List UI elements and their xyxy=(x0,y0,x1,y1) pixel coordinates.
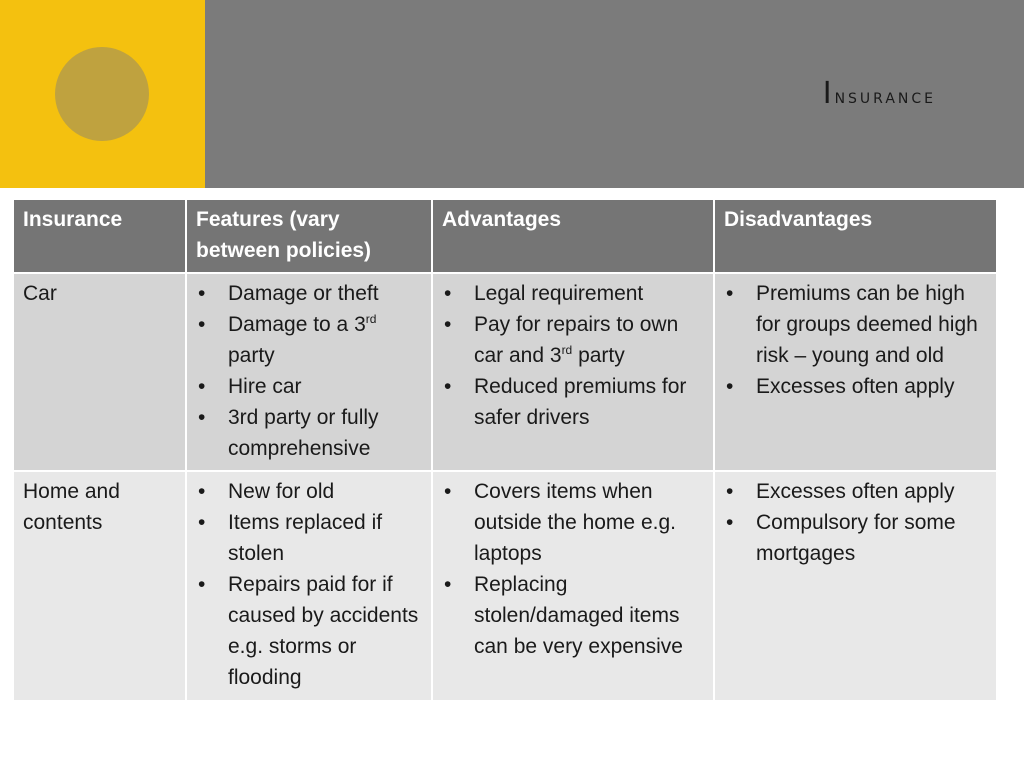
row-label: Home and contents xyxy=(13,471,186,701)
list-item: • Repairs paid for if caused by accidents e.g. storms or flooding xyxy=(196,569,422,693)
features-cell xyxy=(186,273,432,471)
circle-decoration xyxy=(55,47,149,141)
disadvantages-cell xyxy=(714,273,997,471)
header-accent-panel xyxy=(0,0,205,188)
list-item: • Legal requirement xyxy=(442,278,704,309)
list-item: • Compulsory for some mortgages xyxy=(724,507,987,569)
header-disadvantages: Disadvantages xyxy=(714,199,997,273)
list-item: • Damage to a 3rd party xyxy=(196,309,422,371)
header-features: Features (vary between policies) xyxy=(186,199,432,273)
list-item: • Items replaced if stolen xyxy=(196,507,422,569)
header-band xyxy=(205,0,1024,188)
insurance-table xyxy=(12,198,998,702)
list-item: • New for old xyxy=(196,476,422,507)
list-item: • Replacing stolen/damaged items can be very expensive xyxy=(442,569,704,662)
list-item: • Excesses often apply xyxy=(724,476,987,507)
list-item: • Reduced premiums for safer drivers xyxy=(442,371,704,433)
table-row xyxy=(13,471,997,701)
list-item: • Pay for repairs to own car and 3rd party xyxy=(442,309,704,371)
table-header-row xyxy=(13,199,997,273)
disadvantages-cell xyxy=(714,471,997,701)
list-item: • 3rd party or fully comprehensive xyxy=(196,402,422,464)
row-label: Car xyxy=(13,273,186,471)
list-item: • Hire car xyxy=(196,371,422,402)
list-item: • Excesses often apply xyxy=(724,371,987,402)
features-cell xyxy=(186,471,432,701)
advantages-cell xyxy=(432,471,714,701)
list-item: • Premiums can be high for groups deemed high risk – young and old xyxy=(724,278,987,371)
list-item: • Covers items when outside the home e.g. laptops xyxy=(442,476,704,569)
table-row xyxy=(13,273,997,471)
header-advantages: Advantages xyxy=(432,199,714,273)
slide-title: Insurance xyxy=(822,76,936,111)
advantages-cell xyxy=(432,273,714,471)
header-insurance: Insurance xyxy=(13,199,186,273)
list-item: • Damage or theft xyxy=(196,278,422,309)
